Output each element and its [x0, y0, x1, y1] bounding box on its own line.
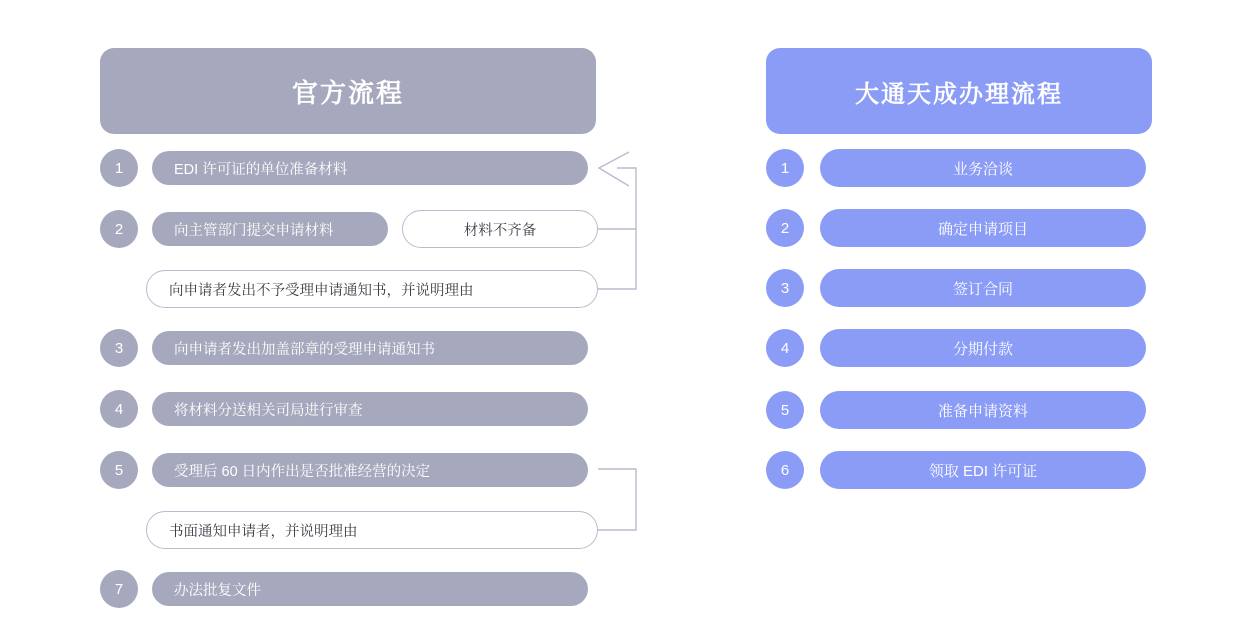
company-step-row-1[interactable] — [766, 149, 1146, 187]
company-process-title: 大通天成办理流程 — [766, 48, 1152, 134]
step-label: 确定申请项目 — [820, 209, 1146, 247]
company-process-column — [766, 48, 1152, 134]
step-label: EDI 许可证的单位准备材料 — [152, 151, 588, 185]
step-number-badge: 4 — [100, 390, 138, 428]
company-step-row-6[interactable] — [766, 451, 1146, 489]
step-label: 向申请者发出加盖部章的受理申请通知书 — [152, 331, 588, 365]
step-label: 领取 EDI 许可证 — [820, 451, 1146, 489]
branch-materials-incomplete[interactable] — [402, 210, 598, 248]
branch-written-notice[interactable] — [146, 511, 598, 549]
company-step-row-2[interactable] — [766, 209, 1146, 247]
step-number-badge: 3 — [766, 269, 804, 307]
step-number-badge: 3 — [100, 329, 138, 367]
step-number-badge: 7 — [100, 570, 138, 608]
official-step-row-3[interactable] — [100, 329, 588, 367]
branch-label: 书面通知申请者，并说明理由 — [169, 523, 358, 540]
official-step-row-5[interactable] — [100, 451, 588, 489]
branch-label: 材料不齐备 — [463, 222, 537, 239]
official-step-row-4[interactable] — [100, 390, 588, 428]
step-label: 分期付款 — [820, 329, 1146, 367]
step-label: 签订合同 — [820, 269, 1146, 307]
official-process-title: 官方流程 — [100, 48, 596, 134]
step-number-badge: 2 — [100, 210, 138, 248]
official-step-row-1[interactable] — [100, 149, 588, 187]
step-number-badge: 4 — [766, 329, 804, 367]
step-number-badge: 5 — [100, 451, 138, 489]
step-label: 业务洽谈 — [820, 149, 1146, 187]
official-step-row-7[interactable] — [100, 570, 588, 608]
official-step-row-2[interactable] — [100, 210, 388, 248]
step-label: 受理后 60 日内作出是否批准经营的决定 — [152, 453, 588, 487]
company-step-row-3[interactable] — [766, 269, 1146, 307]
step-label: 向主管部门提交申请材料 — [152, 212, 388, 246]
branch-rejection-notice[interactable] — [146, 270, 598, 308]
step-number-badge: 5 — [766, 391, 804, 429]
step-number-badge: 1 — [100, 149, 138, 187]
step-number-badge: 1 — [766, 149, 804, 187]
official-process-column — [100, 48, 700, 134]
company-step-row-5[interactable] — [766, 391, 1146, 429]
step-number-badge: 2 — [766, 209, 804, 247]
step-number-badge: 6 — [766, 451, 804, 489]
step-label: 办法批复文件 — [152, 572, 588, 606]
step-label: 将材料分送相关司局进行审查 — [152, 392, 588, 426]
branch-label: 向申请者发出不予受理申请通知书，并说明理由 — [169, 282, 474, 299]
company-step-row-4[interactable] — [766, 329, 1146, 367]
step-label: 准备申请资料 — [820, 391, 1146, 429]
